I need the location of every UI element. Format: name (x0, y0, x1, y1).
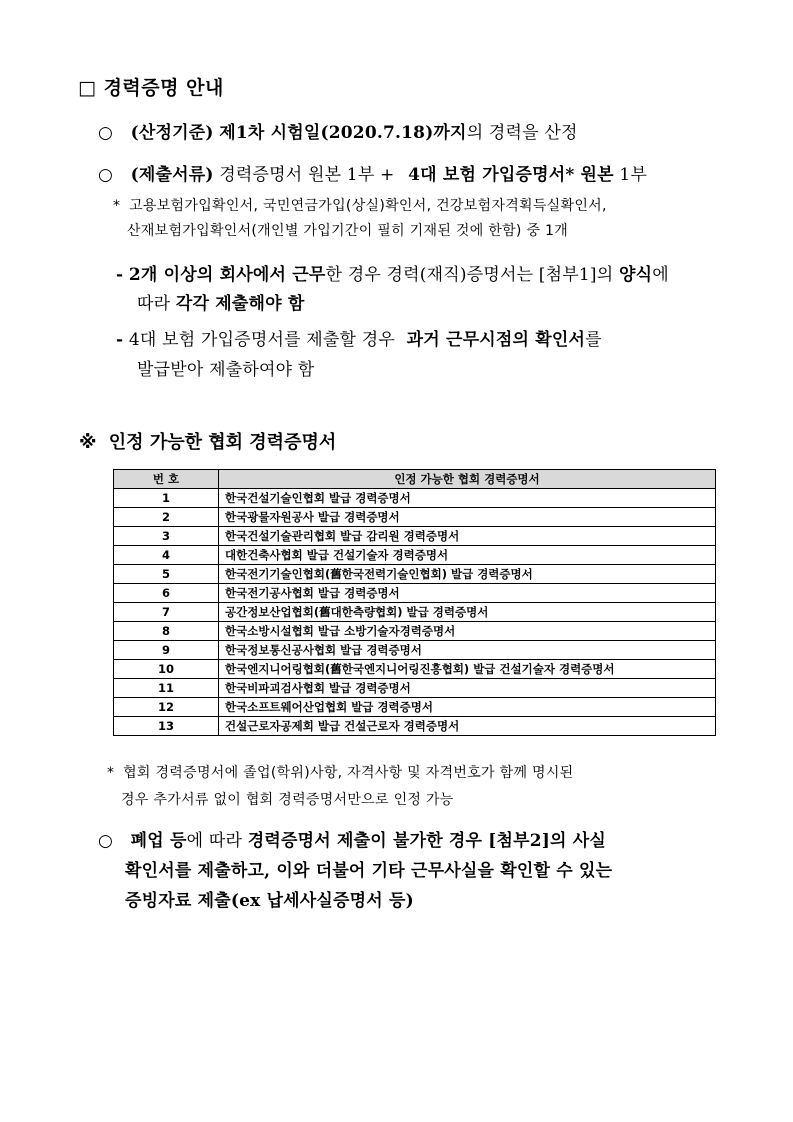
association-table (113, 469, 716, 736)
criteria-rest: 의 경력을 산정 (466, 123, 578, 143)
row-certificate: 한국광물자원공사 발급 경력증명서 (219, 508, 716, 527)
row-certificate: 한국엔지니어링협회(舊한국엔지니어링진흥협회) 발급 건설기술자 경력증명서 (219, 660, 716, 679)
circle-bullet-icon: ○ (98, 831, 114, 851)
line2-text: 따라 (137, 294, 171, 314)
row-certificate: 한국소프트웨어산업협회 발급 경력증명서 (219, 698, 716, 717)
association-heading (79, 428, 336, 454)
row-number: 11 (114, 679, 219, 698)
section-heading (78, 73, 224, 100)
table-row (114, 489, 716, 508)
criteria-label: (산정기준) (130, 123, 214, 143)
header-number: 번 호 (114, 470, 219, 489)
dash-mark: - (116, 330, 124, 350)
row-certificate: 공간정보산업협회(舊대한측량협회) 발급 경력증명서 (219, 603, 716, 622)
row-number: 12 (114, 698, 219, 717)
table-row (114, 641, 716, 660)
closure-line2: 확인서를 제출하고, 이와 더불어 기타 근무사실을 확인할 수 있는 (125, 861, 613, 881)
table-header-row (114, 470, 716, 489)
checkbox-icon: □ (78, 77, 97, 99)
row-number: 10 (114, 660, 219, 679)
row-number: 4 (114, 546, 219, 565)
dash-mark: - (116, 265, 124, 285)
insurance-note (116, 325, 602, 350)
documents-text2: 1부 (619, 165, 648, 185)
table-row (114, 660, 716, 679)
closure-bold: 폐업 등 (130, 831, 187, 851)
insurance-bold: 과거 근무시점의 확인서 (406, 330, 586, 350)
multi-company-text: 한 경우 경력(재직)증명서는 [첨부1]의 (325, 265, 614, 285)
table-row (114, 679, 716, 698)
association-title: 인정 가능한 협회 경력증명서 (108, 432, 337, 453)
documents-label: (제출서류) (130, 165, 214, 185)
association-table-wrap (113, 469, 716, 736)
row-certificate: 건설근로자공제회 발급 건설근로자 경력증명서 (219, 717, 716, 736)
row-certificate: 한국전기공사협회 발급 경력증명서 (219, 584, 716, 603)
circle-bullet-icon: ○ (98, 123, 114, 143)
row-certificate: 한국전기기술인협회(舊한국전력기술인협회) 발급 경력증명서 (219, 565, 716, 584)
row-number: 7 (114, 603, 219, 622)
table-row (114, 565, 716, 584)
table-row (114, 546, 716, 565)
row-number: 8 (114, 622, 219, 641)
row-number: 1 (114, 489, 219, 508)
table-row (114, 698, 716, 717)
association-footnote-line1 (107, 762, 574, 782)
table-row (114, 527, 716, 546)
row-certificate: 한국비파괴검사협회 발급 경력증명서 (219, 679, 716, 698)
closure-text: 에 따라 (186, 831, 243, 851)
documents-text1: 경력증명서 원본 1부 + (219, 165, 395, 185)
insurance-footnote-line2: 산재보험가입확인서(개인별 가입기간이 필히 기재된 것에 한함) 중 1개 (127, 223, 569, 239)
row-certificate: 한국건설기술인협회 발급 경력증명서 (219, 489, 716, 508)
asterisk-mark: * (107, 765, 115, 781)
insurance-text: 4대 보험 가입증명서를 제출할 경우 (128, 330, 396, 350)
form-bold: 양식 (618, 265, 653, 285)
header-certificate: 인정 가능한 협회 경력증명서 (219, 470, 716, 489)
multi-company-note-line2 (137, 289, 304, 314)
section-title: 경력증명 안내 (103, 77, 224, 99)
multi-company-note (116, 260, 669, 285)
closure-bold2: 경력증명서 제출이 불가한 경우 [첨부2]의 사실 (247, 831, 607, 851)
insurance-footnote-line1 (113, 195, 607, 215)
row-number: 6 (114, 584, 219, 603)
line2-bold: 각각 제출해야 함 (175, 294, 305, 314)
row-number: 2 (114, 508, 219, 527)
reference-mark-icon: ※ (79, 432, 97, 453)
multi-company-bold: 2개 이상의 회사에서 근무 (128, 265, 326, 285)
multi-company-tail: 에 (652, 265, 669, 285)
association-footnote-line2: 경우 추가서류 없이 협회 경력증명서만으로 인정 가능 (121, 792, 454, 808)
criteria-item (98, 118, 578, 143)
insurance-note-line2: 발급받아 제출하여야 함 (137, 360, 315, 380)
row-number: 3 (114, 527, 219, 546)
table-row (114, 622, 716, 641)
insurance-tail: 를 (585, 330, 602, 350)
closure-item (98, 826, 606, 851)
table-row (114, 584, 716, 603)
row-certificate: 한국정보통신공사협회 발급 경력증명서 (219, 641, 716, 660)
row-certificate: 한국소방시설협회 발급 소방기술자경력증명서 (219, 622, 716, 641)
closure-line3: 증빙자료 제출(ex 납세사실증명서 등) (125, 891, 414, 911)
row-certificate: 대한건축사협회 발급 건설기술자 경력증명서 (219, 546, 716, 565)
footnote-text: 고용보험가입확인서, 국민연금가입(상실)확인서, 건강보험자격획득실확인서, (129, 198, 607, 214)
documents-bold: 4대 보험 가입증명서* 원본 (408, 165, 614, 185)
criteria-bold: 제1차 시험일(2020.7.18)까지 (219, 123, 467, 143)
row-number: 9 (114, 641, 219, 660)
row-number: 5 (114, 565, 219, 584)
table-row (114, 717, 716, 736)
asterisk-mark: * (113, 198, 121, 214)
circle-bullet-icon: ○ (98, 165, 114, 185)
footnote-text: 협회 경력증명서에 졸업(학위)사항, 자격사항 및 자격번호가 함께 명시된 (123, 765, 574, 781)
documents-item (98, 160, 647, 185)
table-body (114, 489, 716, 736)
row-number: 13 (114, 717, 219, 736)
row-certificate: 한국건설기술관리협회 발급 감리원 경력증명서 (219, 527, 716, 546)
table-row (114, 603, 716, 622)
table-row (114, 508, 716, 527)
